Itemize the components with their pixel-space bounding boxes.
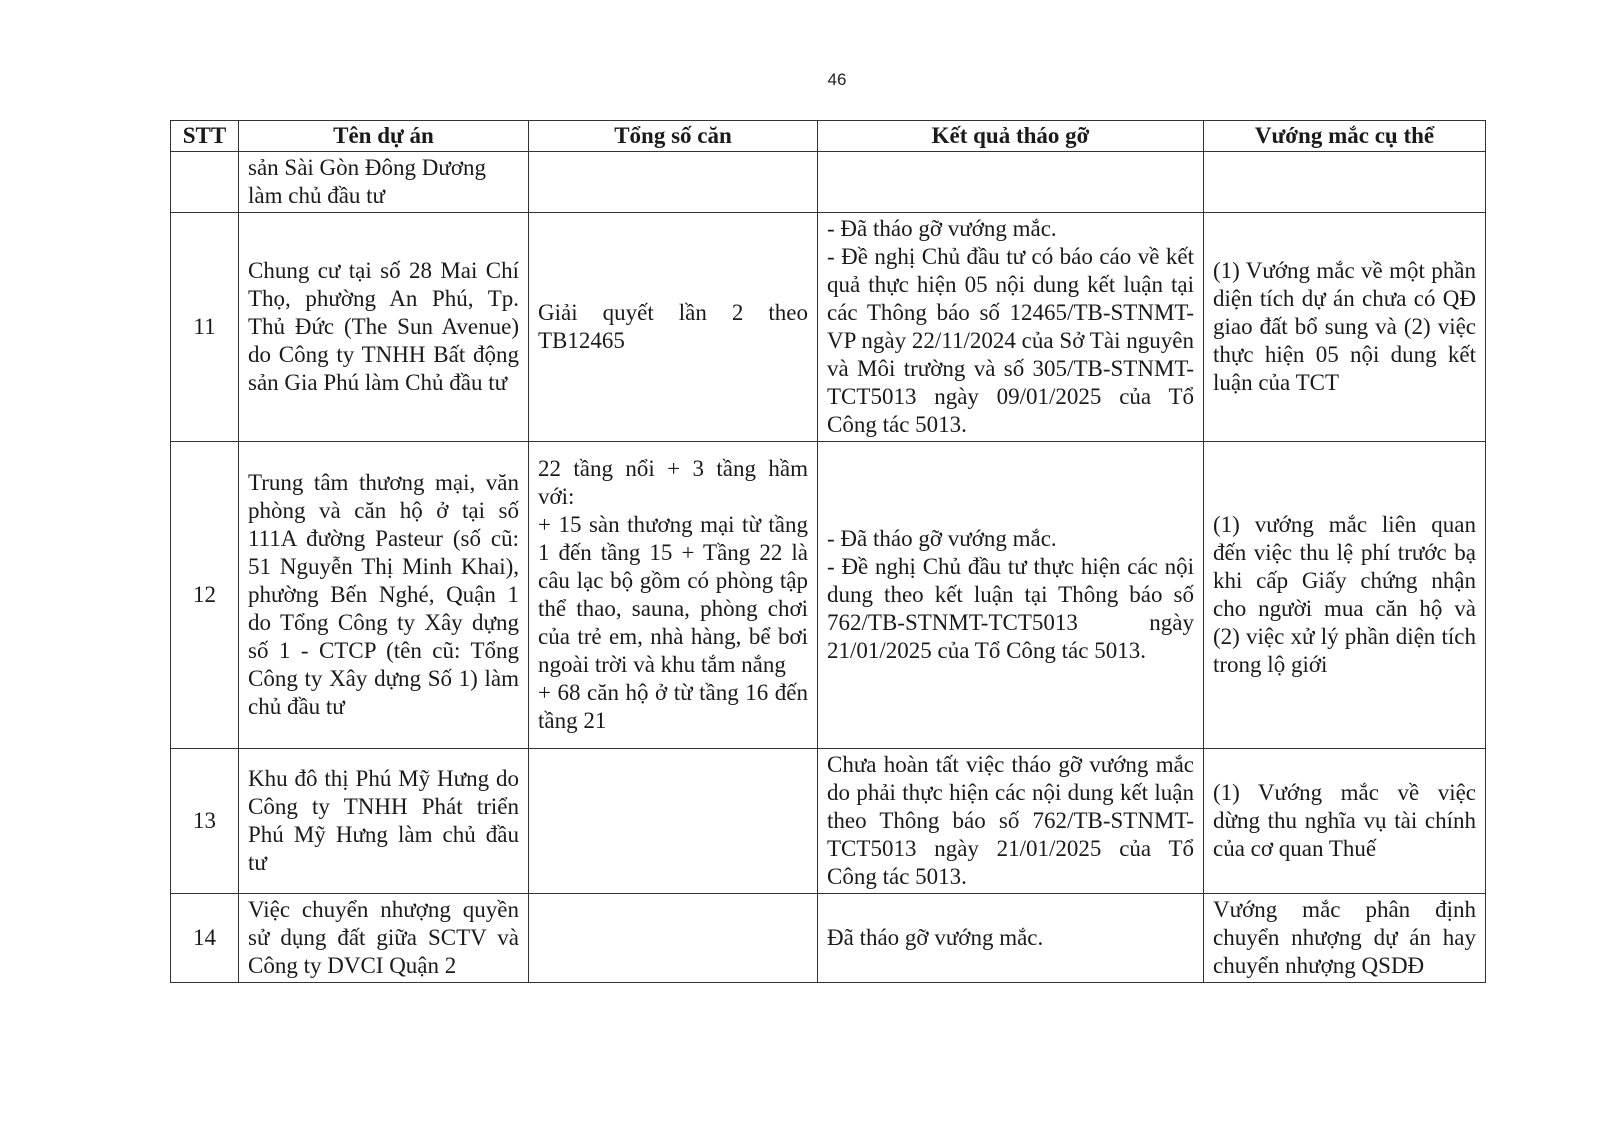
cell-resolution-result: Chưa hoàn tất việc tháo gỡ vướng mắc do phải thực hiện các nội dung kết luận theo Thông báo số 762/TB-STNMT-TCT5013 ngày 21/01/2025 của Tổ Công tác 5013. — [818, 749, 1204, 894]
cell-specific-issue — [1204, 152, 1486, 213]
header-specific-issue: Vướng mắc cụ thể — [1204, 121, 1486, 152]
cell-stt: 14 — [171, 894, 239, 983]
table-row — [171, 152, 1486, 213]
cell-specific-issue: (1) Vướng mắc về một phần diện tích dự án chưa có QĐ giao đất bổ sung và (2) việc thực hiện 05 nội dung kết luận của TCT — [1204, 213, 1486, 442]
table-row — [171, 442, 1486, 749]
cell-total-units: 22 tầng nổi + 3 tầng hầm với: + 15 sàn thương mại từ tầng 1 đến tầng 15 + Tầng 22 là câu lạc bộ gồm có phòng tập thể thao, sauna, phòng chơi của trẻ em, nhà hàng, bể bơi ngoài trời và khu tắm nắng + 68 căn hộ ở từ tầng 16 đến tầng 21 — [529, 442, 818, 749]
header-resolution-result: Kết quả tháo gỡ — [818, 121, 1204, 152]
cell-stt: 11 — [171, 213, 239, 442]
cell-total-units — [529, 152, 818, 213]
cell-project-name: sản Sài Gòn Đông Dương làm chủ đầu tư — [239, 152, 529, 213]
table-row — [171, 894, 1486, 983]
cell-project-name: Việc chuyển nhượng quyền sử dụng đất giữa SCTV và Công ty DVCI Quận 2 — [239, 894, 529, 983]
page-number: 46 — [827, 70, 847, 89]
cell-stt: 13 — [171, 749, 239, 894]
cell-total-units — [529, 894, 818, 983]
cell-resolution-result: Đã tháo gỡ vướng mắc. — [818, 894, 1204, 983]
project-table — [170, 120, 1486, 983]
cell-project-name: Trung tâm thương mại, văn phòng và căn hộ ở tại số 111A đường Pasteur (số cũ: 51 Nguyễn Thị Minh Khai), phường Bến Nghé, Quận 1 do Tổng Công ty Xây dựng số 1 - CTCP (tên cũ: Tổng Công ty Xây dựng Số 1) làm chủ đầu tư — [239, 442, 529, 749]
table-row — [171, 749, 1486, 894]
cell-total-units: Giải quyết lần 2 theo TB12465 — [529, 213, 818, 442]
cell-specific-issue: (1) vướng mắc liên quan đến việc thu lệ phí trước bạ khi cấp Giấy chứng nhận cho người mua căn hộ và (2) việc xử lý phần diện tích trong lộ giới — [1204, 442, 1486, 749]
table-row — [171, 213, 1486, 442]
header-total-units: Tổng số căn — [529, 121, 818, 152]
header-project-name: Tên dự án — [239, 121, 529, 152]
cell-specific-issue: (1) Vướng mắc về việc dừng thu nghĩa vụ tài chính của cơ quan Thuế — [1204, 749, 1486, 894]
cell-resolution-result — [818, 152, 1204, 213]
cell-stt: 12 — [171, 442, 239, 749]
cell-total-units — [529, 749, 818, 894]
table-header-row — [171, 121, 1486, 152]
cell-resolution-result: - Đã tháo gỡ vướng mắc. - Đề nghị Chủ đầu tư thực hiện các nội dung theo kết luận tại Thông báo số 762/TB-STNMT-TCT5013 ngày 21/01/2025 của Tổ Công tác 5013. — [818, 442, 1204, 749]
cell-stt — [171, 152, 239, 213]
cell-specific-issue: Vướng mắc phân định chuyển nhượng dự án hay chuyển nhượng QSDĐ — [1204, 894, 1486, 983]
cell-project-name: Chung cư tại số 28 Mai Chí Thọ, phường An Phú, Tp. Thủ Đức (The Sun Avenue) do Công ty TNHH Bất động sản Gia Phú làm Chủ đầu tư — [239, 213, 529, 442]
cell-project-name: Khu đô thị Phú Mỹ Hưng do Công ty TNHH Phát triển Phú Mỹ Hưng làm chủ đầu tư — [239, 749, 529, 894]
cell-resolution-result: - Đã tháo gỡ vướng mắc. - Đề nghị Chủ đầu tư có báo cáo về kết quả thực hiện 05 nội dung kết luận tại các Thông báo số 12465/TB-STNMT-VP ngày 22/11/2024 của Sở Tài nguyên và Môi trường và số 305/TB-STNMT-TCT5013 ngày 09/01/2025 của Tổ Công tác 5013. — [818, 213, 1204, 442]
header-stt: STT — [171, 121, 239, 152]
